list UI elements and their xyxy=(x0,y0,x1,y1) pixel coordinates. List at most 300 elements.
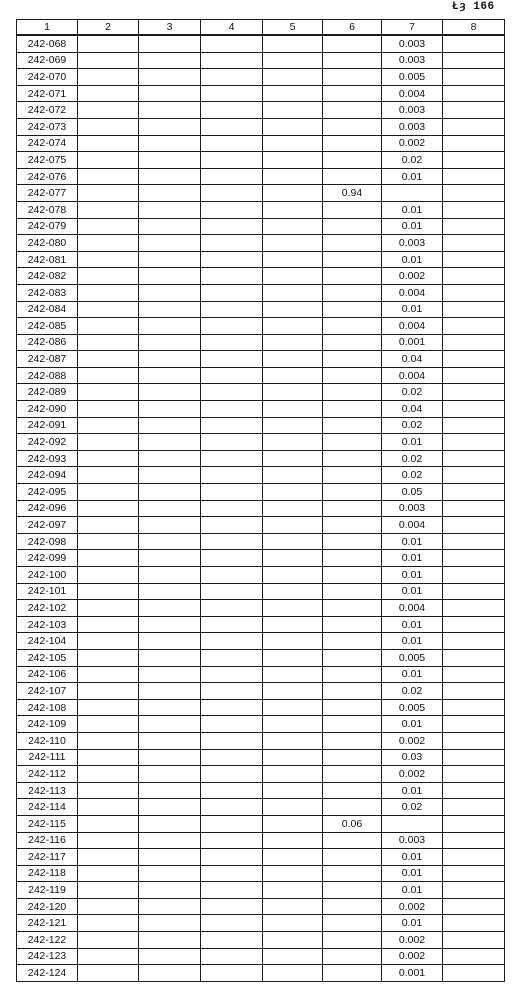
table-cell-col-7: 0.02 xyxy=(382,417,443,434)
table-cell-col-8 xyxy=(443,550,505,567)
table-cell-col-1: 242-084 xyxy=(17,301,78,318)
table-cell-col-5 xyxy=(263,766,323,783)
table-cell-col-5 xyxy=(263,666,323,683)
table-cell-col-3 xyxy=(139,301,201,318)
table-cell-col-5 xyxy=(263,865,323,882)
table-cell-col-3 xyxy=(139,948,201,965)
table-cell-col-1: 242-108 xyxy=(17,699,78,716)
table-cell-col-5 xyxy=(263,550,323,567)
table-cell-col-4 xyxy=(201,318,263,335)
table-cell-col-7: 0.002 xyxy=(382,732,443,749)
table-cell-col-3 xyxy=(139,533,201,550)
table-cell-col-6 xyxy=(323,915,382,932)
table-cell-col-7: 0.01 xyxy=(382,666,443,683)
table-cell-col-1: 242-087 xyxy=(17,351,78,368)
table-cell-col-5 xyxy=(263,434,323,451)
table-cell-col-7: 0.02 xyxy=(382,683,443,700)
table-cell-col-8 xyxy=(443,666,505,683)
table-cell-col-6 xyxy=(323,865,382,882)
table-row xyxy=(17,932,505,949)
table-row xyxy=(17,434,505,451)
table-cell-col-3 xyxy=(139,567,201,584)
table-cell-col-3 xyxy=(139,633,201,650)
table-cell-col-6 xyxy=(323,766,382,783)
table-cell-col-6 xyxy=(323,450,382,467)
table-cell-col-7: 0.02 xyxy=(382,384,443,401)
table-cell-col-1: 242-100 xyxy=(17,567,78,584)
table-cell-col-1: 242-124 xyxy=(17,965,78,982)
table-cell-col-6 xyxy=(323,932,382,949)
table-cell-col-3 xyxy=(139,832,201,849)
table-row xyxy=(17,699,505,716)
table-cell-col-5 xyxy=(263,69,323,86)
table-cell-col-5 xyxy=(263,716,323,733)
table-cell-col-6 xyxy=(323,583,382,600)
table-row xyxy=(17,118,505,135)
table-cell-col-7: 0.01 xyxy=(382,633,443,650)
table-cell-col-7: 0.01 xyxy=(382,301,443,318)
table-cell-col-3 xyxy=(139,500,201,517)
table-cell-col-2 xyxy=(78,351,139,368)
table-cell-col-7: 0.01 xyxy=(382,915,443,932)
table-cell-col-6 xyxy=(323,268,382,285)
table-cell-col-7: 0.04 xyxy=(382,401,443,418)
table-cell-col-2 xyxy=(78,699,139,716)
table-cell-col-5 xyxy=(263,815,323,832)
table-cell-col-7: 0.01 xyxy=(382,567,443,584)
table-cell-col-8 xyxy=(443,633,505,650)
table-cell-col-2 xyxy=(78,69,139,86)
table-cell-col-5 xyxy=(263,915,323,932)
table-cell-col-7: 0.001 xyxy=(382,965,443,982)
table-cell-col-6 xyxy=(323,898,382,915)
table-cell-col-1: 242-123 xyxy=(17,948,78,965)
table-row xyxy=(17,732,505,749)
table-cell-col-8 xyxy=(443,649,505,666)
table-cell-col-1: 242-072 xyxy=(17,102,78,119)
table-cell-col-4 xyxy=(201,849,263,866)
table-cell-col-5 xyxy=(263,85,323,102)
table-cell-col-7: 0.02 xyxy=(382,152,443,169)
table-cell-col-4 xyxy=(201,932,263,949)
table-cell-col-2 xyxy=(78,118,139,135)
table-row xyxy=(17,849,505,866)
table-cell-col-2 xyxy=(78,152,139,169)
table-cell-col-3 xyxy=(139,235,201,252)
table-cell-col-2 xyxy=(78,732,139,749)
table-row xyxy=(17,567,505,584)
table-cell-col-3 xyxy=(139,915,201,932)
table-cell-col-5 xyxy=(263,799,323,816)
table-cell-col-7: 0.01 xyxy=(382,550,443,567)
table-cell-col-5 xyxy=(263,882,323,899)
table-cell-col-8 xyxy=(443,318,505,335)
table-cell-col-1: 242-070 xyxy=(17,69,78,86)
table-cell-col-8 xyxy=(443,882,505,899)
table-cell-col-7: 0.01 xyxy=(382,865,443,882)
table-cell-col-1: 242-071 xyxy=(17,85,78,102)
table-cell-col-1: 242-093 xyxy=(17,450,78,467)
table-cell-col-4 xyxy=(201,550,263,567)
table-cell-col-6 xyxy=(323,500,382,517)
table-row xyxy=(17,235,505,252)
table-cell-col-6: 0.94 xyxy=(323,185,382,202)
table-cell-col-2 xyxy=(78,600,139,617)
table-cell-col-7: 0.05 xyxy=(382,484,443,501)
table-cell-col-7: 0.003 xyxy=(382,118,443,135)
header-row xyxy=(17,20,505,36)
table-cell-col-1: 242-099 xyxy=(17,550,78,567)
table-cell-col-2 xyxy=(78,450,139,467)
table-cell-col-8 xyxy=(443,284,505,301)
table-cell-col-2 xyxy=(78,965,139,982)
table-row xyxy=(17,334,505,351)
table-cell-col-8 xyxy=(443,251,505,268)
table-cell-col-4 xyxy=(201,948,263,965)
table-row xyxy=(17,633,505,650)
table-cell-col-5 xyxy=(263,600,323,617)
table-cell-col-3 xyxy=(139,467,201,484)
table-row xyxy=(17,782,505,799)
table-cell-col-1: 242-116 xyxy=(17,832,78,849)
table-cell-col-1: 242-085 xyxy=(17,318,78,335)
table-cell-col-6 xyxy=(323,965,382,982)
table-cell-col-6 xyxy=(323,284,382,301)
table-cell-col-6 xyxy=(323,417,382,434)
table-cell-col-5 xyxy=(263,318,323,335)
table-cell-col-8 xyxy=(443,948,505,965)
table-cell-col-2 xyxy=(78,102,139,119)
table-cell-col-2 xyxy=(78,533,139,550)
table-cell-col-1: 242-118 xyxy=(17,865,78,882)
table-cell-col-8 xyxy=(443,749,505,766)
table-cell-col-7: 0.01 xyxy=(382,616,443,633)
table-cell-col-4 xyxy=(201,616,263,633)
table-row xyxy=(17,467,505,484)
table-cell-col-4 xyxy=(201,268,263,285)
table-cell-col-1: 242-117 xyxy=(17,849,78,866)
table-cell-col-7: 0.005 xyxy=(382,699,443,716)
page-number: Łȝ 166 xyxy=(452,1,495,13)
table-cell-col-3 xyxy=(139,932,201,949)
table-cell-col-5 xyxy=(263,168,323,185)
table-cell-col-7: 0.04 xyxy=(382,351,443,368)
table-cell-col-4 xyxy=(201,201,263,218)
table-cell-col-2 xyxy=(78,168,139,185)
table-cell-col-3 xyxy=(139,35,201,52)
table-cell-col-1: 242-094 xyxy=(17,467,78,484)
table-cell-col-2 xyxy=(78,649,139,666)
table-cell-col-5 xyxy=(263,533,323,550)
table-cell-col-8 xyxy=(443,600,505,617)
table-cell-col-5 xyxy=(263,932,323,949)
table-cell-col-4 xyxy=(201,782,263,799)
table-cell-col-2 xyxy=(78,135,139,152)
table-cell-col-1: 242-114 xyxy=(17,799,78,816)
table-cell-col-8 xyxy=(443,401,505,418)
table-cell-col-4 xyxy=(201,716,263,733)
table-cell-col-6 xyxy=(323,85,382,102)
table-cell-col-1: 242-079 xyxy=(17,218,78,235)
table-cell-col-6 xyxy=(323,716,382,733)
table-row xyxy=(17,865,505,882)
table-cell-col-4 xyxy=(201,699,263,716)
table-cell-col-2 xyxy=(78,948,139,965)
table-cell-col-6 xyxy=(323,567,382,584)
table-cell-col-8 xyxy=(443,185,505,202)
table-cell-col-7: 0.003 xyxy=(382,832,443,849)
table-cell-col-4 xyxy=(201,401,263,418)
table-cell-col-7: 0.02 xyxy=(382,450,443,467)
table-cell-col-4 xyxy=(201,218,263,235)
table-row xyxy=(17,666,505,683)
table-cell-col-7: 0.01 xyxy=(382,716,443,733)
table-row xyxy=(17,135,505,152)
table-cell-col-1: 242-091 xyxy=(17,417,78,434)
table-cell-col-1: 242-088 xyxy=(17,367,78,384)
table-row xyxy=(17,450,505,467)
table-cell-col-7: 0.002 xyxy=(382,268,443,285)
table-cell-col-5 xyxy=(263,35,323,52)
table-cell-col-8 xyxy=(443,932,505,949)
table-cell-col-2 xyxy=(78,284,139,301)
table-cell-col-3 xyxy=(139,583,201,600)
table-cell-col-3 xyxy=(139,683,201,700)
table-cell-col-1: 242-090 xyxy=(17,401,78,418)
table-cell-col-4 xyxy=(201,649,263,666)
table-cell-col-1: 242-111 xyxy=(17,749,78,766)
table-cell-col-2 xyxy=(78,915,139,932)
table-row xyxy=(17,799,505,816)
column-header-6: 6 xyxy=(323,20,382,36)
table-cell-col-2 xyxy=(78,334,139,351)
table-cell-col-1: 242-095 xyxy=(17,484,78,501)
column-header-8: 8 xyxy=(443,20,505,36)
table-cell-col-4 xyxy=(201,185,263,202)
table-cell-col-6 xyxy=(323,201,382,218)
table-cell-col-6 xyxy=(323,484,382,501)
table-cell-col-1: 242-105 xyxy=(17,649,78,666)
table-cell-col-1: 242-092 xyxy=(17,434,78,451)
table-cell-col-7: 0.01 xyxy=(382,849,443,866)
table-cell-col-1: 242-106 xyxy=(17,666,78,683)
table-cell-col-8 xyxy=(443,716,505,733)
table-cell-col-3 xyxy=(139,417,201,434)
table-cell-col-4 xyxy=(201,52,263,69)
table-cell-col-4 xyxy=(201,251,263,268)
table-cell-col-8 xyxy=(443,832,505,849)
table-cell-col-6 xyxy=(323,749,382,766)
table-cell-col-8 xyxy=(443,533,505,550)
table-cell-col-4 xyxy=(201,434,263,451)
table-cell-col-8 xyxy=(443,52,505,69)
table-cell-col-8 xyxy=(443,467,505,484)
table-row xyxy=(17,268,505,285)
data-table xyxy=(16,19,505,982)
table-cell-col-3 xyxy=(139,434,201,451)
table-cell-col-7: 0.002 xyxy=(382,766,443,783)
table-cell-col-7: 0.004 xyxy=(382,517,443,534)
table-cell-col-4 xyxy=(201,102,263,119)
table-cell-col-5 xyxy=(263,201,323,218)
table-cell-col-4 xyxy=(201,351,263,368)
table-cell-col-4 xyxy=(201,152,263,169)
table-row xyxy=(17,401,505,418)
table-row xyxy=(17,616,505,633)
table-cell-col-2 xyxy=(78,782,139,799)
table-cell-col-4 xyxy=(201,35,263,52)
table-cell-col-5 xyxy=(263,450,323,467)
table-cell-col-8 xyxy=(443,417,505,434)
table-cell-col-7: 0.003 xyxy=(382,35,443,52)
table-cell-col-1: 242-098 xyxy=(17,533,78,550)
table-cell-col-3 xyxy=(139,616,201,633)
table-cell-col-6 xyxy=(323,882,382,899)
table-cell-col-3 xyxy=(139,666,201,683)
table-cell-col-5 xyxy=(263,699,323,716)
table-cell-col-2 xyxy=(78,35,139,52)
table-cell-col-6 xyxy=(323,467,382,484)
table-cell-col-2 xyxy=(78,500,139,517)
table-cell-col-7: 0.002 xyxy=(382,898,443,915)
table-cell-col-3 xyxy=(139,865,201,882)
table-cell-col-1: 242-110 xyxy=(17,732,78,749)
table-cell-col-4 xyxy=(201,517,263,534)
table-cell-col-2 xyxy=(78,832,139,849)
table-cell-col-8 xyxy=(443,683,505,700)
table-cell-col-3 xyxy=(139,384,201,401)
table-cell-col-8 xyxy=(443,85,505,102)
table-cell-col-2 xyxy=(78,384,139,401)
table-cell-col-7: 0.003 xyxy=(382,102,443,119)
table-cell-col-8 xyxy=(443,450,505,467)
column-header-4: 4 xyxy=(201,20,263,36)
table-cell-col-4 xyxy=(201,467,263,484)
table-row xyxy=(17,533,505,550)
table-cell-col-3 xyxy=(139,135,201,152)
table-cell-col-1: 242-101 xyxy=(17,583,78,600)
table-cell-col-2 xyxy=(78,484,139,501)
table-cell-col-3 xyxy=(139,284,201,301)
table-row xyxy=(17,152,505,169)
table-cell-col-2 xyxy=(78,401,139,418)
table-cell-col-7: 0.004 xyxy=(382,600,443,617)
table-cell-col-5 xyxy=(263,351,323,368)
table-cell-col-6 xyxy=(323,152,382,169)
table-cell-col-1: 242-104 xyxy=(17,633,78,650)
table-cell-col-7 xyxy=(382,815,443,832)
table-cell-col-3 xyxy=(139,334,201,351)
table-cell-col-8 xyxy=(443,484,505,501)
table-cell-col-7: 0.02 xyxy=(382,467,443,484)
table-cell-col-6 xyxy=(323,649,382,666)
table-cell-col-1: 242-112 xyxy=(17,766,78,783)
table-cell-col-1: 242-103 xyxy=(17,616,78,633)
table-cell-col-2 xyxy=(78,367,139,384)
table-cell-col-3 xyxy=(139,351,201,368)
table-cell-col-5 xyxy=(263,484,323,501)
table-row xyxy=(17,367,505,384)
table-cell-col-2 xyxy=(78,932,139,949)
table-cell-col-3 xyxy=(139,85,201,102)
table-cell-col-6 xyxy=(323,948,382,965)
table-cell-col-3 xyxy=(139,782,201,799)
table-cell-col-1: 242-109 xyxy=(17,716,78,733)
table-cell-col-2 xyxy=(78,799,139,816)
table-cell-col-6 xyxy=(323,118,382,135)
table-cell-col-7: 0.01 xyxy=(382,201,443,218)
table-row xyxy=(17,301,505,318)
table-cell-col-6 xyxy=(323,849,382,866)
table-cell-col-3 xyxy=(139,484,201,501)
table-cell-col-3 xyxy=(139,401,201,418)
table-cell-col-2 xyxy=(78,268,139,285)
table-cell-col-4 xyxy=(201,168,263,185)
table-cell-col-6: 0.06 xyxy=(323,815,382,832)
table-cell-col-3 xyxy=(139,550,201,567)
table-cell-col-2 xyxy=(78,218,139,235)
table-cell-col-8 xyxy=(443,965,505,982)
table-cell-col-8 xyxy=(443,268,505,285)
table-cell-col-1: 242-122 xyxy=(17,932,78,949)
table-cell-col-5 xyxy=(263,334,323,351)
table-cell-col-4 xyxy=(201,799,263,816)
table-cell-col-1: 242-086 xyxy=(17,334,78,351)
table-cell-col-6 xyxy=(323,102,382,119)
table-cell-col-6 xyxy=(323,384,382,401)
table-cell-col-3 xyxy=(139,766,201,783)
table-cell-col-3 xyxy=(139,268,201,285)
table-row xyxy=(17,683,505,700)
table-cell-col-4 xyxy=(201,815,263,832)
table-cell-col-2 xyxy=(78,882,139,899)
table-cell-col-4 xyxy=(201,118,263,135)
table-cell-col-4 xyxy=(201,882,263,899)
table-row xyxy=(17,600,505,617)
table-cell-col-7: 0.001 xyxy=(382,334,443,351)
table-cell-col-2 xyxy=(78,666,139,683)
table-cell-col-8 xyxy=(443,367,505,384)
table-row xyxy=(17,882,505,899)
table-cell-col-6 xyxy=(323,699,382,716)
table-cell-col-6 xyxy=(323,782,382,799)
table-cell-col-8 xyxy=(443,898,505,915)
table-cell-col-1: 242-119 xyxy=(17,882,78,899)
table-cell-col-1: 242-096 xyxy=(17,500,78,517)
table-cell-col-6 xyxy=(323,666,382,683)
table-cell-col-2 xyxy=(78,417,139,434)
table-row xyxy=(17,284,505,301)
table-cell-col-3 xyxy=(139,815,201,832)
table-row xyxy=(17,351,505,368)
table-cell-col-7: 0.01 xyxy=(382,882,443,899)
table-row xyxy=(17,102,505,119)
table-cell-col-6 xyxy=(323,683,382,700)
table-cell-col-5 xyxy=(263,849,323,866)
table-cell-col-6 xyxy=(323,832,382,849)
table-cell-col-3 xyxy=(139,118,201,135)
table-cell-col-3 xyxy=(139,450,201,467)
table-cell-col-8 xyxy=(443,384,505,401)
table-cell-col-3 xyxy=(139,517,201,534)
table-cell-col-6 xyxy=(323,318,382,335)
table-cell-col-8 xyxy=(443,235,505,252)
table-cell-col-6 xyxy=(323,69,382,86)
table-cell-col-5 xyxy=(263,384,323,401)
table-cell-col-1: 242-097 xyxy=(17,517,78,534)
table-cell-col-6 xyxy=(323,301,382,318)
table-cell-col-1: 242-075 xyxy=(17,152,78,169)
